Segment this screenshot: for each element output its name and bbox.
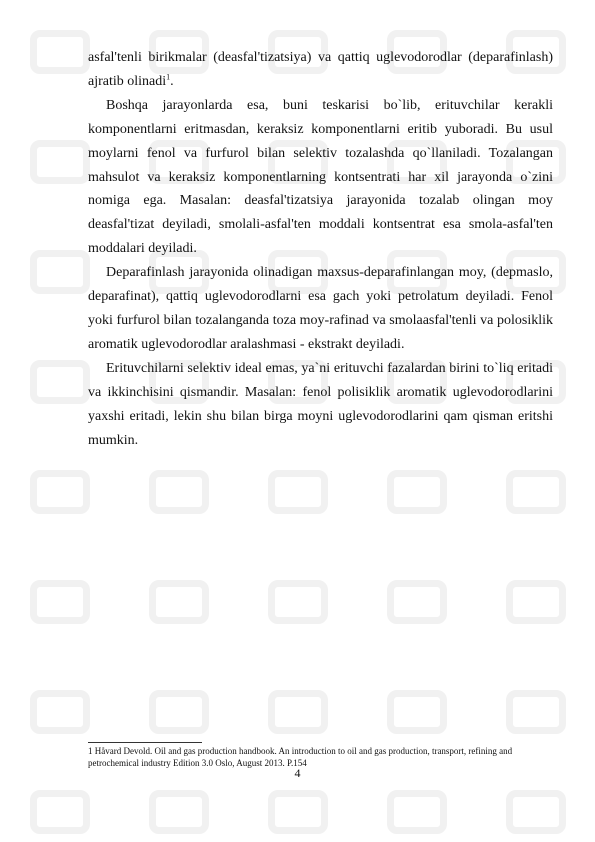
footnote: 1 Håvard Devold. Oil and gas production handbook. An introduction to oil and gas production, transport, refining and petrochemical industry Edition 3.0 Oslo, August 2013. P.154 xyxy=(88,746,513,768)
paragraph-trailing: . xyxy=(170,73,174,89)
paragraph: Deparafinlash jarayonida olinadigan maxsus-deparafinlangan moy, (depmaslo, deparafinat), qattiq uglevodorodlarni esa gach yoki petrolatum deyiladi. Fenol yoki furfurol bilan tozalanganda toza moy-rafinad va smolaasfal'tenli va polosiklik aromatik uglevodorodlar aralashmasi - ekstrakt deyiladi. xyxy=(88,265,553,352)
paragraph: Boshqa jarayonlarda esa, buni teskarisi bo`lib, erituvchilar kerakli komponentlarni eritmasdan, keraksiz komponentlarni eritib yuboradi. Bu usul moylarni fenol va furfurol bilan selektiv tozalashda qo`llaniladi. Tozalangan mahsulot va keraksiz komponentlarning kontsentrati har xil jarayonda o`zini nomiga ega. Masalan: deasfal'tizatsiya jarayonida tozalab olingan moy deasfal'tizat deyiladi, smolali-asfal'ten moddali kontsentrat esa smola-asfal'ten moddalari deyiladi. xyxy=(88,97,553,257)
paragraph: Erituvchilarni selektiv ideal emas, ya`ni erituvchi fazalardan birini to`liq eritadi va ikkinchisini qismandir. Masalan: fenol polisiklik aromatik uglevodorodlarini yaxshi eritadi, lekin shu bilan birga moyni uglevodorodlarini qam qisman eritshi mumkin. xyxy=(88,360,553,448)
paragraph-text: asfal'tenli birikmalar (deasfal'tizatsiya) va qattiq uglevodorodlar (deparafinlash) ajratib olinadi xyxy=(88,50,553,89)
page-number: 4 xyxy=(294,766,301,780)
footnote-marker[interactable]: 1 xyxy=(166,72,171,82)
footnote-separator xyxy=(88,742,202,743)
document-body xyxy=(88,46,553,452)
paragraph-continuation xyxy=(88,46,553,94)
